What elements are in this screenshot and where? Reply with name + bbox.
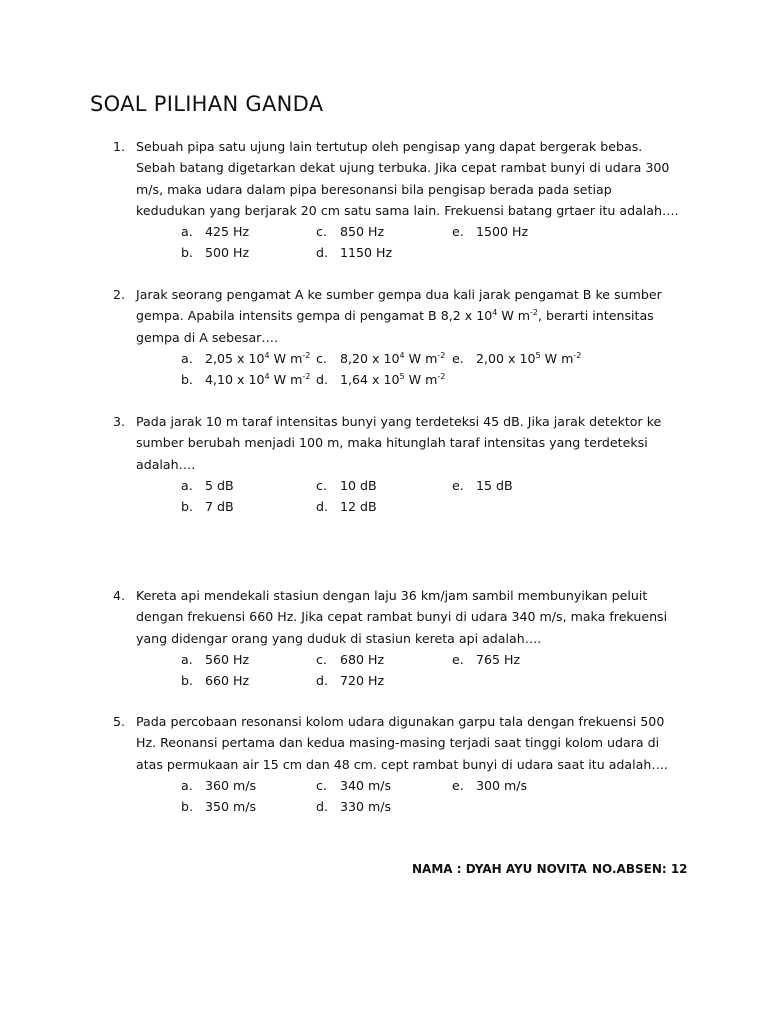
options — [113, 221, 683, 263]
option-d: d. 1150 Hz — [316, 245, 393, 261]
option-e: e. 15 dB — [452, 477, 513, 493]
page-title: SOAL PILIHAN GANDA — [90, 92, 324, 116]
question-number: 3. — [113, 414, 126, 429]
question-number: 2. — [113, 287, 126, 302]
option-b: b. 500 Hz — [181, 245, 250, 261]
question-text: Kereta api mendekali stasiun dengan laju 36 km/jam sambil membunyikan peluit dengan frekuensi 660 Hz. Jika cepat rambat bunyi di udara 340 m/s, maka frekuensi yang didengar orang yang duduk di stasiun kereta api adalah…. — [136, 588, 668, 646]
question-number: 1. — [113, 139, 126, 154]
question-3 — [113, 411, 683, 517]
question-4 — [113, 585, 683, 691]
option-c: c. 340 m/s — [316, 777, 392, 793]
option-a: a. 360 m/s — [181, 777, 257, 793]
option-d: d. 330 m/s — [316, 798, 392, 814]
option-a: a. 425 Hz — [181, 224, 250, 240]
option-d: d. 720 Hz — [316, 672, 385, 688]
option-a: a. 2,05 x $10^4$ W $m^{-2}$ — [181, 350, 311, 366]
option-b: b. 4,10 x $10^4$ W $m^{-2}$ — [181, 371, 311, 387]
question-text: Pada percobaan resonansi kolom udara digunakan garpu tala dengan frekuensi 500 Hz. Reonansi pertama dan kedua masing-masing terjadi saat tinggi kolom udara di atas permukaan air 15 cm dan 48 cm. cept rambat bunyi di udara saat itu adalah…. — [136, 714, 668, 772]
option-b: b. 350 m/s — [181, 798, 257, 814]
student-name: NAMA : DYAH AYU NOVITA — [412, 862, 587, 876]
options — [113, 775, 683, 817]
option-c: c. 8,20 x $10^4$ W $m^{-2}$ — [316, 350, 446, 366]
options — [113, 348, 683, 390]
option-e: e. 300 m/s — [452, 777, 528, 793]
option-a: a. 560 Hz — [181, 651, 250, 667]
question-5 — [113, 711, 683, 817]
option-e: e. 765 Hz — [452, 651, 521, 667]
question-2 — [113, 284, 683, 390]
option-c: c. 10 dB — [316, 477, 377, 493]
option-c: c. 850 Hz — [316, 224, 385, 240]
student-info — [412, 862, 688, 876]
option-b: b. 660 Hz — [181, 672, 250, 688]
option-d: d. 1,64 x $10^5$ W $m^{-2}$ — [316, 371, 446, 387]
options — [113, 475, 683, 517]
option-c: c. 680 Hz — [316, 651, 385, 667]
question-number: 4. — [113, 588, 126, 603]
question-1 — [113, 136, 683, 263]
question-number: 5. — [113, 714, 126, 729]
student-number: NO.ABSEN: 12 — [592, 862, 688, 876]
option-d: d. 12 dB — [316, 498, 377, 514]
question-text: Sebuah pipa satu ujung lain tertutup oleh pengisap yang dapat bergerak bebas. Sebah batang digetarkan dekat ujung terbuka. Jika cepat rambat bunyi di udara 300 m/s, maka udara dalam pipa beresonansi bila pengisap berada pada setiap kedudukan yang berjarak 20 cm satu sama lain. Frekuensi batang grtaer itu adalah…. — [136, 139, 679, 218]
option-e: e. 1500 Hz — [452, 224, 529, 240]
question-text: Jarak seorang pengamat A ke sumber gempa dua kali jarak pengamat B ke sumber gempa. Apabila intensits gempa di pengamat B 8,2 x $10^4$ W $m^{-2}$, berarti intensitas gempa di A sebesar…. — [136, 287, 662, 345]
question-text: Pada jarak 10 m taraf intensitas bunyi yang terdeteksi 45 dB. Jika jarak detektor ke sumber berubah menjadi 100 m, maka hitunglah taraf intensitas yang terdeteksi adalah…. — [136, 414, 662, 472]
options — [113, 649, 683, 691]
option-e: e. 2,00 x $10^5$ W $m^{-2}$ — [452, 350, 582, 366]
option-b: b. 7 dB — [181, 498, 234, 514]
option-a: a. 5 dB — [181, 477, 234, 493]
